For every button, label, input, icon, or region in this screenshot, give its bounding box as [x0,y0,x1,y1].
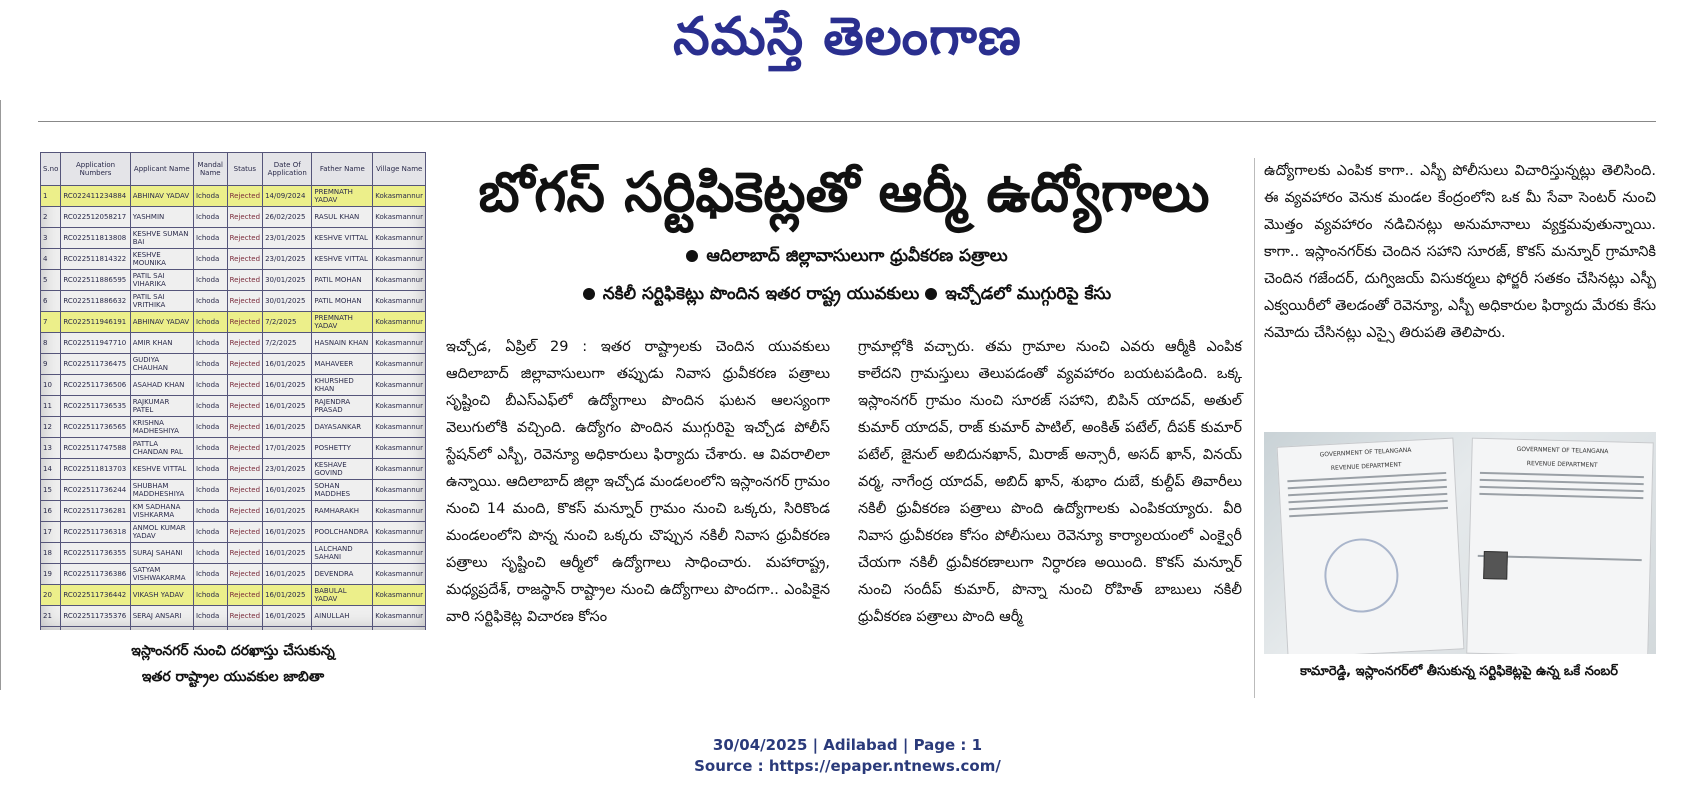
table-cell: 15 [41,480,61,501]
table-cell [61,627,130,631]
masthead-divider [38,121,1656,122]
table-row [41,606,426,627]
table-row [41,207,426,228]
table-header-cell: Status [227,153,262,186]
table-caption [40,638,426,690]
table-cell: RC022512058217 [61,207,130,228]
table-row [41,312,426,333]
table-cell [312,627,373,631]
table-cell: POOLCHANDRA [312,522,373,543]
table-cell: RC022511736475 [61,354,130,375]
table-cell: Rejected [227,543,262,564]
photo-caption: కామారెడ్డి, ఇస్లాంనగర్‌లో తీసుకున్న సర్టిఫికెట్లపై ఉన్న ఒకే నంబర్ [1300,664,1618,679]
table-cell: Kokasmannur [373,459,426,480]
stamp-icon [1323,537,1401,615]
table-cell: Kokasmannur [373,564,426,585]
table-cell: RC022511886595 [61,270,130,291]
table-cell: YASHMIN [130,207,193,228]
table-cell: KESHVE SUMAN BAI [130,228,193,249]
table-cell: 26/02/2025 [263,207,312,228]
table-row [41,396,426,417]
table-row [41,459,426,480]
table-cell: 16/01/2025 [263,396,312,417]
table-header-row [41,153,426,186]
table-cell: SATYAM VISHWAKARMA [130,564,193,585]
subhead-2a-text: నకిలీ సర్టిఫికెట్లు పొందిన ఇతర రాష్ట్ర యువకులు [602,284,920,304]
table-cell: Kokasmannur [373,207,426,228]
article-headline: బోగస్ సర్టిఫికెట్లతో ఆర్మీ ఉద్యోగాలు [478,160,1210,224]
table-cell: KESHVE VITTAL [312,249,373,270]
table-cell: Kokasmannur [373,333,426,354]
table-row [41,270,426,291]
table-cell: Ichoda [193,375,227,396]
column-divider [1254,158,1255,698]
table-cell: 14/09/2024 [263,186,312,207]
table-cell [263,627,312,631]
subhead-2b-text: ఇచ్చోడలో ముగ్గురిపై కేసు [945,284,1112,304]
table-cell: Ichoda [193,501,227,522]
footer-edition: 30/04/2025 | Adilabad | Page : 1 [712,736,983,754]
table-cell: PATIL MOHAN [312,291,373,312]
table-cell: AINULLAH [312,606,373,627]
table-row [41,186,426,207]
doc-right-title: GOVERNMENT OF TELANGANA [1516,445,1609,456]
table-cell: SHUBHAM MADDHESHIYA [130,480,193,501]
table-cell: Rejected [227,228,262,249]
table-cell: Ichoda [193,354,227,375]
table-cell: RC022511813808 [61,228,130,249]
table-cell: 16/01/2025 [263,417,312,438]
table-cell: PATIL SAI VRITHIKA [130,291,193,312]
table-cell: PATIL MOHAN [312,270,373,291]
certificate-doc-right [1466,438,1654,654]
table-cell: RC022511736318 [61,522,130,543]
table-cell: Kokasmannur [373,375,426,396]
table-cell: 20 [41,585,61,606]
table-cell: Ichoda [193,543,227,564]
table-row [41,417,426,438]
table-header-cell: S.no [41,153,61,186]
table-cell: 30/01/2025 [263,270,312,291]
table-cell: SURAJ SAHANI [130,543,193,564]
table-cell: 2 [41,207,61,228]
table-cell: 14 [41,459,61,480]
table-cell: RC022511813703 [61,459,130,480]
table-cell: Kokasmannur [373,354,426,375]
table-cell: 11 [41,396,61,417]
table-header-cell: Father Name [312,153,373,186]
table-cell: 16/01/2025 [263,543,312,564]
table-cell: 16/01/2025 [263,480,312,501]
table-cell: Rejected [227,354,262,375]
table-cell: PATTLA CHANDAN PAL [130,438,193,459]
table-cell: Kokasmannur [373,438,426,459]
table-cell: RAJKUMAR PATEL [130,396,193,417]
table-cell: 30/01/2025 [263,291,312,312]
table-row [41,249,426,270]
table-cell: 7/2/2025 [263,333,312,354]
table-cell [130,627,193,631]
table-cell: Kokasmannur [373,543,426,564]
table-header-cell: Village Name [373,153,426,186]
table-caption-line1: ఇస్లాంనగర్ నుంచి దరఖాస్తు చేసుకున్న [131,643,335,659]
table-cell: Kokasmannur [373,249,426,270]
table-row [41,291,426,312]
table-cell [193,627,227,631]
table-row [41,564,426,585]
table-cell: Rejected [227,564,262,585]
table-cell: RC022511736535 [61,396,130,417]
table-cell [41,627,61,631]
table-cell: Kokasmannur [373,186,426,207]
table-cell: Rejected [227,396,262,417]
table-cell: BABULAL YADAV [312,585,373,606]
table-cell: 4 [41,249,61,270]
table-cell: Ichoda [193,522,227,543]
table-cell: KESHVE VITTAL [130,459,193,480]
table-cell: Rejected [227,333,262,354]
table-cell: Ichoda [193,480,227,501]
table-cell: RC022511736565 [61,417,130,438]
table-cell: Kokasmannur [373,270,426,291]
table-cell: Rejected [227,501,262,522]
article-column-3: ఉద్యోగాలకు ఎంపిక కాగా.. ఎస్బీ పోలీసులు విచారిస్తున్నట్లు తెలిసింది. ఈ వ్యవహారం వెనుక మండల కేంద్రంలోని ఒక మీ సేవా సెంటర్ నుంచి మొత్తం వ్యవహారం నడిచినట్లు అనుమానాలు వ్యక్తమవుతున్నాయి. కాగా.. ఇస్లాంనగర్‌కు చెందిన సహాని సూరజ్, కొకస్ మన్నూర్ గ్రామానికి చెందిన గజేందర్, దుగ్విజయ్ విసుకర్మలు ఫోర్జరీ సతకం చేసినట్లు ఎస్బీ ఎక్వయిరీలో తెలడంతో రెవెన్యూ, ఎస్బీ అధికారుల ఫిర్యాదు మేరకు కేసు నమోదు చేసినట్లు ఎస్సై తిరుపతి తెలిపారు. [1264,163,1656,341]
table-cell: 7/2/2025 [263,312,312,333]
table-cell: POSHETTY [312,438,373,459]
table-cell: ANMOL KUMAR YADAV [130,522,193,543]
table-cell: RC022511736244 [61,480,130,501]
table-cell: Rejected [227,606,262,627]
table-cell: 12 [41,417,61,438]
table-cell: Kokasmannur [373,291,426,312]
table-row [41,480,426,501]
table-cell: KESHVE MOUNIKA [130,249,193,270]
table-cell: 16/01/2025 [263,606,312,627]
table-cell: Ichoda [193,438,227,459]
table-row [41,627,426,631]
table-cell: Rejected [227,417,262,438]
table-cell: Kokasmannur [373,585,426,606]
applicant-table [40,152,426,630]
table-cell: Rejected [227,207,262,228]
table-cell: Rejected [227,438,262,459]
table-header-cell: Applicant Name [130,153,193,186]
table-row [41,522,426,543]
table-cell: Ichoda [193,333,227,354]
certificate-doc-left [1277,438,1465,654]
table-cell: KM SADHANA VISHKARMA [130,501,193,522]
table-cell: 16/01/2025 [263,375,312,396]
table-cell: KESHAVE GOVIND [312,459,373,480]
table-cell: Rejected [227,480,262,501]
table-row [41,543,426,564]
table-cell: PATIL SAI VIHARIKA [130,270,193,291]
table-cell: Rejected [227,375,262,396]
table-cell: 17/01/2025 [263,438,312,459]
table-cell: 5 [41,270,61,291]
table-cell: Ichoda [193,606,227,627]
table-row [41,354,426,375]
table-cell: Ichoda [193,207,227,228]
table-cell: Ichoda [193,186,227,207]
table-cell: 8 [41,333,61,354]
page-edge-line [0,100,1,690]
table-cell: Rejected [227,522,262,543]
table-caption-line2: ఇతర రాష్ట్రాల యువకుల జాబితా [141,669,325,685]
table-cell: RC022511736355 [61,543,130,564]
table-cell: ABHINAV YADAV [130,186,193,207]
bullet-icon [583,288,595,300]
table-cell: 16/01/2025 [263,585,312,606]
table-cell: Rejected [227,270,262,291]
table-cell: 23/01/2025 [263,459,312,480]
applicant-list-image [40,152,426,630]
table-cell: ASAHAD KHAN [130,375,193,396]
table-header-cell: Application Numbers [61,153,130,186]
table-cell: Ichoda [193,312,227,333]
table-cell: VIKASH YADAV [130,585,193,606]
table-cell: 9 [41,354,61,375]
table-row [41,228,426,249]
table-cell: RC022511747588 [61,438,130,459]
doc-left-dept: REVENUE DEPARTMENT [1330,461,1402,472]
table-row [41,333,426,354]
table-cell: HASNAIN KHAN [312,333,373,354]
table-cell: Ichoda [193,459,227,480]
table-cell: RASUL KHAN [312,207,373,228]
table-cell: 18 [41,543,61,564]
table-row [41,375,426,396]
table-cell: KRISHNA MADHESHIYA [130,417,193,438]
table-cell: AMIR KHAN [130,333,193,354]
table-cell: SERAJ ANSARI [130,606,193,627]
table-header-cell: Date Of Application [263,153,312,186]
table-cell: KHURSHED KHAN [312,375,373,396]
table-cell: RC022511735376 [61,606,130,627]
table-cell: RC022511886632 [61,291,130,312]
table-cell: Kokasmannur [373,606,426,627]
table-cell: 17 [41,522,61,543]
table-cell: Kokasmannur [373,312,426,333]
subhead-1-text: ఆదిలాబాద్ జిల్లావాసులుగా ధ్రువీకరణ పత్రాలు [706,246,1008,266]
certificates-photo [1264,432,1656,654]
table-cell: RC022511736506 [61,375,130,396]
table-cell: 23/01/2025 [263,249,312,270]
table-cell: 21 [41,606,61,627]
table-cell: 23/01/2025 [263,228,312,249]
table-cell: RC022511736386 [61,564,130,585]
article-column-2: గ్రామాల్లోకి వచ్చారు. తమ గ్రామాల నుంచి ఎవరు ఆర్మీకి ఎంపిక కాలేదని గ్రామస్తులు తెలుపడంతో వ్యవహారం బయటపడింది. ఒక్క ఇస్లాంనగర్ గ్రామం నుంచి సూరజ్ సహాని, బిపిన్ యాదవ్, అతుల్ కుమార్ యాదవ్, రాజ్ కుమార్ పాటిల్, అంకిత్ పటేల్, దీపక్ కుమార్ పటేల్, జైనుల్ అబిదునఖాన్, మిరాజ్ అన్సారీ, అసద్ ఖాన్, వినయ్ వర్మ, నాగేంద్ర యాదవ్, అబిద్ ఖాన్, శుభాం దుబే, కుల్దీప్ తివారీలు నకిలీ ధ్రువీకరణ పత్రాలు పొంది ఉద్యోగాలకు ఎంపికయ్యారు. వీరి నివాస ధ్రువీకరణ కోసం పోలీసులు రెవెన్యూ కార్యాలయంలో ఎంక్వైరీ చేయగా నకిలీ ధ్రువీకరణాలుగా నిర్ధారణ అయింది. కొకస్ మన్నూర్ నుంచి సందీప్ కుమార్, పొన్నా నుంచి రోహిత్ బాబులు నకిలీ ధ్రువీకరణ పత్రాలు పొంది ఆర్మీ [858,339,1242,625]
table-cell: GUDIYA CHAUHAN [130,354,193,375]
table-cell: Rejected [227,186,262,207]
table-cell [373,627,426,631]
table-row [41,438,426,459]
table-cell: Rejected [227,249,262,270]
table-cell: Kokasmannur [373,480,426,501]
table-cell: MAHAVEER [312,354,373,375]
table-cell: RC022511736281 [61,501,130,522]
table-cell: Rejected [227,291,262,312]
table-cell: 19 [41,564,61,585]
article-column-1: ఇచ్చోడ, ఏప్రిల్ 29 : ఇతర రాష్ట్రాలకు చెందిన యువకులు ఆదిలాబాద్ జిల్లావాసులుగా తప్పుడు నివాస ధ్రువీకరణ పత్రాలు సృష్టించి బీఎస్ఎఫ్‌లో ఉద్యోగాలు పొందిన ఘటన ఆలస్యంగా వెలుగులోకి వచ్చింది. ఉద్యోగం పొందిన ముగ్గురిపై ఇచ్చోడ పోలీస్ స్టేషన్‌లో ఎస్బీ, రెవెన్యూ అధికారులు ఫిర్యాదు చేశారు. ఆ వివరాలిలా ఉన్నాయి. ఆదిలాబాద్ జిల్లా ఇచ్చోడ మండలంలోని ఇస్లాంనగర్ గ్రామం నుంచి 14 మంది, కొకస్ మన్నూర్ గ్రామం నుంచి ఒక్కరు, సిరికొండ మండలంలోని పొన్న నుంచి ఒక్కరు చొప్పున నకిలీ నివాస ధ్రువీకరణ పత్రాలు సృష్టించి ఆర్మీలో ఉద్యోగాలు సాధించారు. మహారాష్ట్ర, మధ్యప్రదేశ్, రాజస్థాన్ రాష్ట్రాల నుంచి ఉద్యోగాలు పొందగా.. ఎంపికైన వారి సర్టిఫికెట్ల విచారణ కోసం [446,339,830,625]
table-cell: 6 [41,291,61,312]
table-cell: LALCHAND SAHANI [312,543,373,564]
article-subhead-1 [446,246,1242,270]
doc-left-title: GOVERNMENT OF TELANGANA [1319,446,1412,459]
applicant-photo [1483,551,1508,580]
table-cell: RC022411234884 [61,186,130,207]
table-cell: Ichoda [193,396,227,417]
table-cell: 1 [41,186,61,207]
table-cell: Ichoda [193,270,227,291]
table-cell: 16/01/2025 [263,501,312,522]
table-cell: RAJENDRA PRASAD [312,396,373,417]
table-cell: Ichoda [193,564,227,585]
table-cell: PREMNATH YADAV [312,186,373,207]
table-cell: RC022511947710 [61,333,130,354]
table-cell: 3 [41,228,61,249]
footer-source: Source : https://epaper.ntnews.com/ [694,757,1001,775]
table-cell: 13 [41,438,61,459]
table-cell: 7 [41,312,61,333]
table-header-cell: Mandal Name [193,153,227,186]
table-cell: Rejected [227,312,262,333]
table-cell: Rejected [227,585,262,606]
table-cell: Kokasmannur [373,501,426,522]
table-cell: 10 [41,375,61,396]
bullet-icon [925,288,937,300]
doc-right-dept: REVENUE DEPARTMENT [1526,460,1598,469]
table-cell: Kokasmannur [373,396,426,417]
table-cell: KESHVE VITTAL [312,228,373,249]
table-cell: Rejected [227,459,262,480]
masthead-logo: నమస్తే తెలంగాణ [673,6,1022,67]
table-cell: RAMHARAKH [312,501,373,522]
table-cell: PREMNATH YADAV [312,312,373,333]
table-row [41,585,426,606]
table-cell: RC022511946191 [61,312,130,333]
bullet-icon [686,250,698,262]
article-subhead-2 [446,284,1242,308]
table-cell: RC022511736442 [61,585,130,606]
table-cell [227,627,262,631]
table-body [41,186,426,631]
table-cell: Ichoda [193,417,227,438]
table-cell: Kokasmannur [373,228,426,249]
table-cell: 16/01/2025 [263,354,312,375]
table-cell: 16 [41,501,61,522]
table-cell: ABHINAV YADAV [130,312,193,333]
table-cell: Ichoda [193,291,227,312]
table-cell: DEVENDRA [312,564,373,585]
table-row [41,501,426,522]
table-cell: 16/01/2025 [263,522,312,543]
table-cell: DAYASANKAR [312,417,373,438]
page-footer [0,735,1695,777]
table-cell: Ichoda [193,249,227,270]
table-cell: Kokasmannur [373,522,426,543]
table-cell: Ichoda [193,228,227,249]
table-cell: RC022511814322 [61,249,130,270]
table-cell: Ichoda [193,585,227,606]
table-cell: 16/01/2025 [263,564,312,585]
table-cell: Kokasmannur [373,417,426,438]
table-cell: SOHAN MADDHES [312,480,373,501]
